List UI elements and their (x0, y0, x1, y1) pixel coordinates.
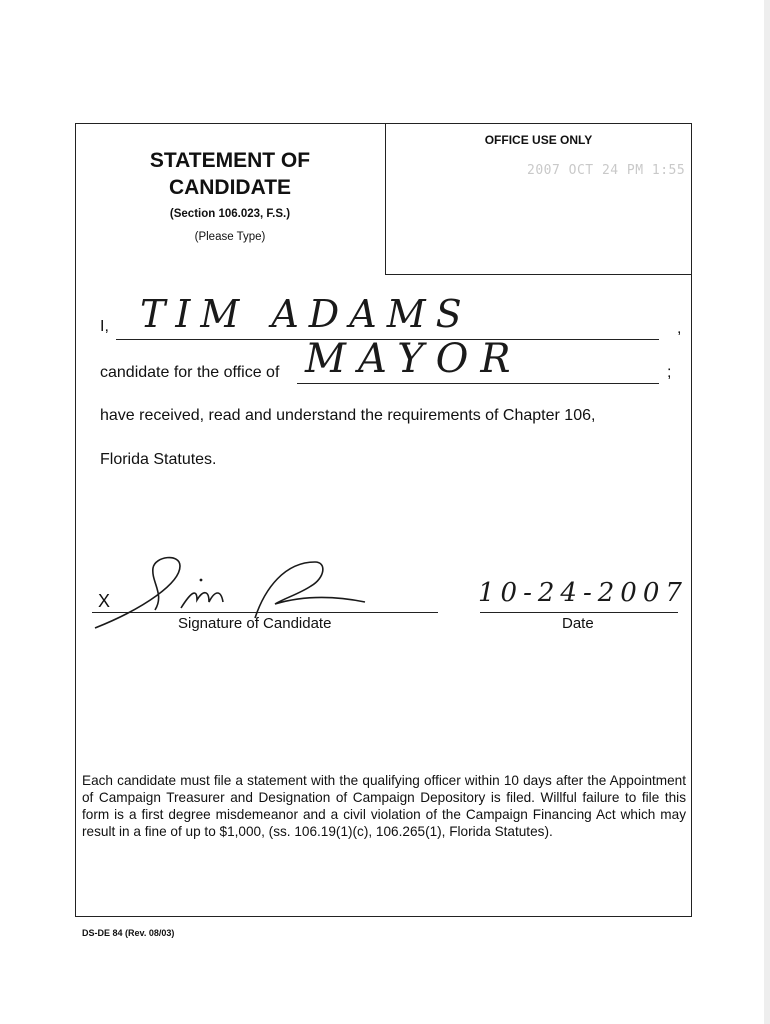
office-use-label: OFFICE USE ONLY (484, 133, 593, 147)
date-label: Date (562, 615, 594, 632)
scan-edge (764, 0, 770, 1024)
signature-label: Signature of Candidate (178, 615, 332, 632)
statement-line1: have received, read and understand the requirements of Chapter 106, (100, 407, 596, 424)
candidate-name-handwritten: TIM ADAMS (140, 292, 472, 336)
legal-notice: Each candidate must file a statement with the qualifying officer within 10 days after the Appointment of Campaign Treasurer and Designation of Campaign Depository is filed. Willful failure to file this form is a first degree misdemeanor and a civil violation of the Campaign Financing Act which may result in a fine of up to $1,000, (ss. 106.19(1)(c), 106.265(1), Florida Statutes). (82, 773, 686, 839)
name-prefix: I, (100, 318, 109, 335)
office-underline (297, 383, 659, 384)
date-handwritten: 10-24-2007 (478, 578, 688, 608)
office-semicolon: ; (667, 364, 672, 381)
form-title (130, 147, 330, 201)
form-number: DS-DE 84 (Rev. 08/03) (82, 928, 175, 938)
name-comma: , (677, 320, 682, 337)
form-title-line2: CANDIDATE (168, 176, 292, 199)
office-handwritten: MAYOR (305, 336, 523, 382)
received-date-stamp: 2007 OCT 24 PM 1:55 (527, 163, 686, 178)
signature-x-mark: X (98, 591, 111, 611)
statement-line2: Florida Statutes. (100, 451, 217, 468)
form-title-line1: STATEMENT OF (149, 149, 311, 172)
type-instruction: (Please Type) (194, 231, 266, 243)
office-prefix: candidate for the office of (100, 364, 280, 381)
date-underline (480, 612, 678, 613)
statute-section: (Section 106.023, F.S.) (169, 208, 291, 220)
